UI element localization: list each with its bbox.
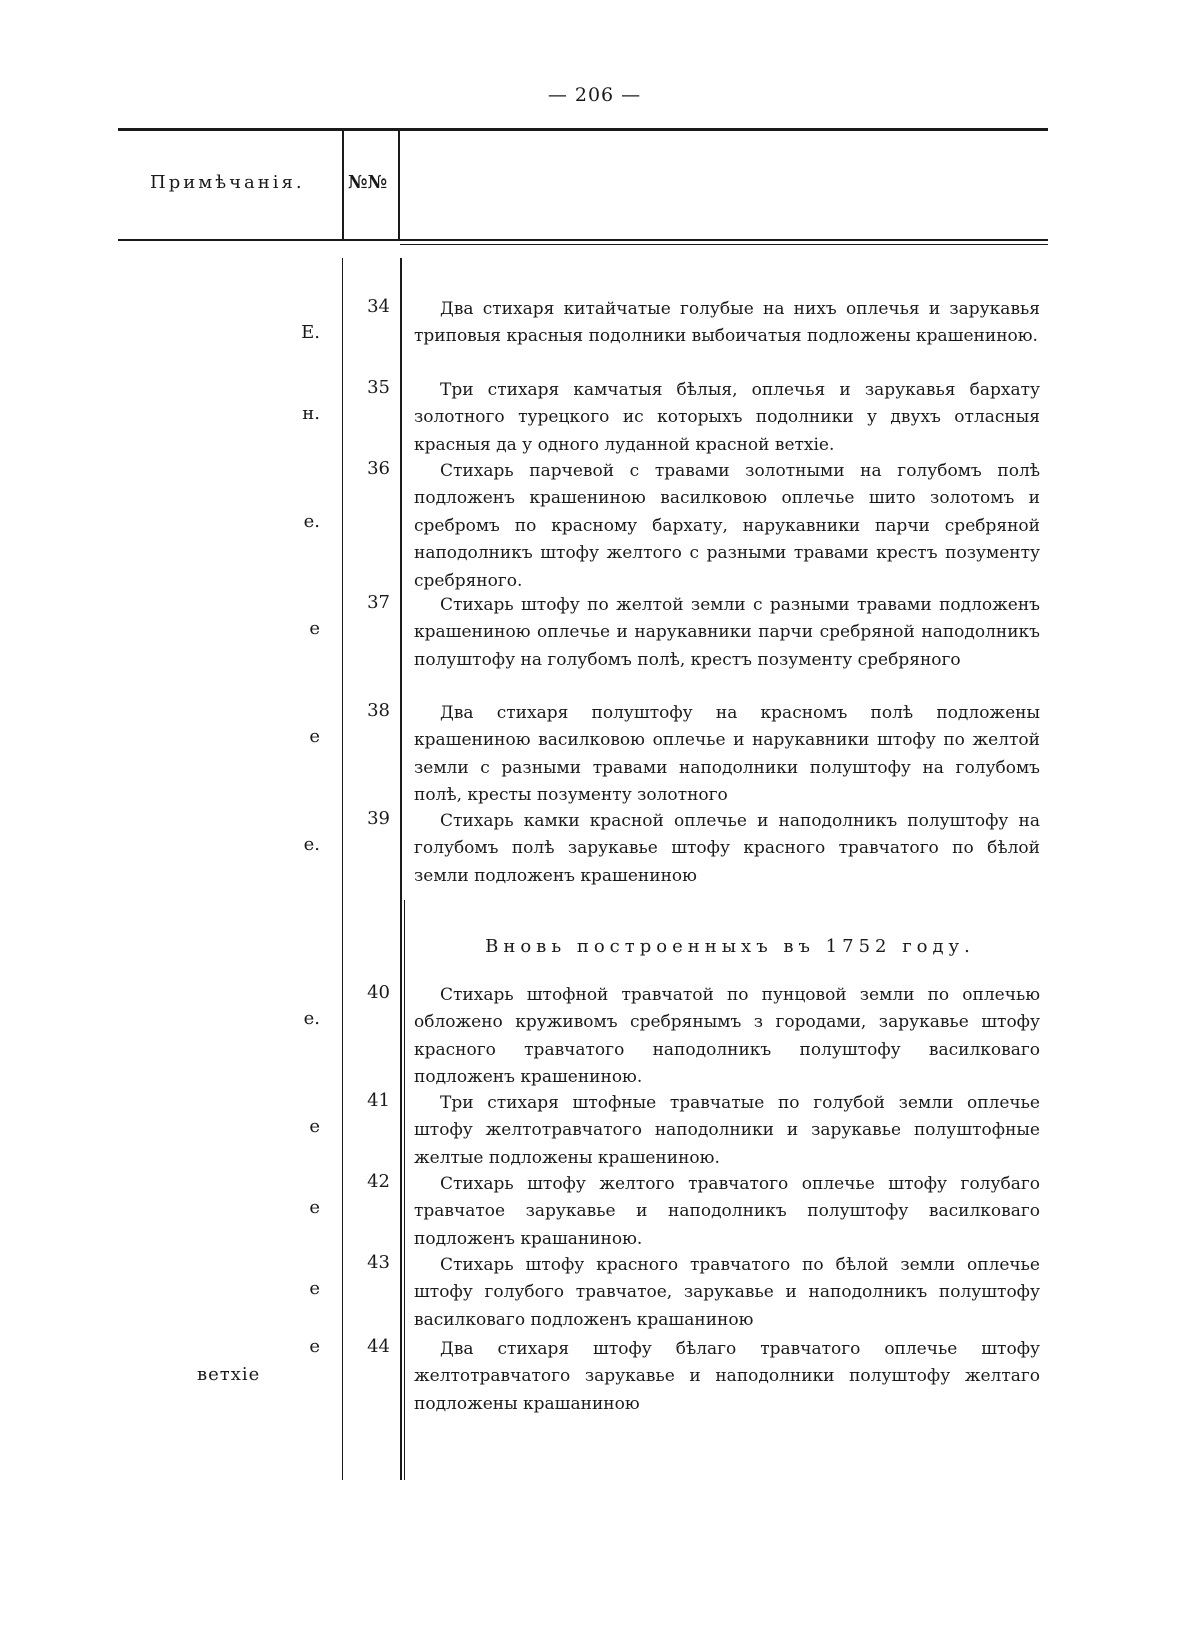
entry-text: Стихарь штофу красного травчатого по бѣлой земли оплечье штофу голубого травчатое, зарукавье и наподолникъ полуштофу василковаго подложенъ крашаниною xyxy=(414,1255,1040,1330)
entry-note: е. xyxy=(303,511,320,532)
entry-text: Стихарь штофной травчатой по пунцовой земли по оплечью обложено круживомъ сребрянымъ з городами, зарукавье штофу красного травчатого наподолникъ полуштофу василковаго подложенъ крашениною. xyxy=(414,985,1040,1088)
entry-text: Два стихаря штофу бѣлаго травчатого оплечье штофу желтотравчатого зарукавье и наподолники полуштофу желтаго подложены крашаниною xyxy=(414,1339,1040,1414)
entry-text: Стихарь парчевой с травами золотными на голубомъ полѣ подложенъ крашениною василковою оплечье шито золотомъ и сребромъ по красному бархату, нарукавники парчи сребряной наподолникъ штофу желтого с разными травами крестъ позументу сребряного. xyxy=(414,461,1040,591)
entry-text: Два стихаря китайчатые голубые на нихъ оплечья и зарукавья триповыя красныя подолники выбоичатыя подложены крашениною. xyxy=(414,299,1040,347)
entry-note: н. xyxy=(302,403,320,424)
entry-text: Три стихаря камчатыя бѣлыя, оплечья и зарукавья бархату золотного турецкого ис которыхъ подолники у двухъ отласныя красныя да у одного луданной красной ветхіе. xyxy=(414,380,1040,455)
entry-number: 39 xyxy=(367,808,390,829)
entry-number: 43 xyxy=(367,1252,390,1273)
entry-number: 44 xyxy=(367,1336,390,1357)
number-column-header: №№ xyxy=(348,172,388,193)
entry-number: 35 xyxy=(367,377,390,398)
entry-note: е xyxy=(309,618,320,639)
entry-note: е xyxy=(309,1116,320,1137)
entry-text: Стихарь камки красной оплечье и наподолникъ полуштофу на голубомъ полѣ зарукавье штофу красного травчатого по бѣлой земли подложенъ крашениною xyxy=(414,811,1040,886)
entry-text: Три стихаря штофные травчатые по голубой земли оплечье штофу желтотравчатого наподолники и зарукавье полуштофные желтые подложены крашениною. xyxy=(414,1093,1040,1168)
entry-note: Е. xyxy=(301,322,320,343)
entry-number: 36 xyxy=(367,458,390,479)
entry-text: Стихарь штофу по желтой земли с разными травами подложенъ крашениною оплечье и нарукавники парчи сребряной наподолникъ полуштофу на голубомъ полѣ, крестъ позументу сребряного xyxy=(414,595,1040,670)
entry-number: 40 xyxy=(367,982,390,1003)
entry-number: 38 xyxy=(367,700,390,721)
section-title: Вновь построенныхъ въ 1752 году. xyxy=(485,936,975,957)
entry-number: 34 xyxy=(367,296,390,317)
entry-note-extra: ветхіе xyxy=(197,1364,261,1385)
entry-number: 41 xyxy=(367,1090,390,1111)
page-number: — 206 — xyxy=(547,84,642,106)
notes-column-header: Примѣчанія. xyxy=(150,172,305,193)
column-divider xyxy=(398,131,400,241)
entry-note: е. xyxy=(303,834,320,855)
column-divider-double xyxy=(404,900,405,1480)
table-top-rule xyxy=(118,128,1048,131)
entry-text: Два стихаря полуштофу на красномъ полѣ подложены крашениною василковою оплечье и нарукавники штофу по желтой земли с разными травами наподолники полуштофу на голубомъ полѣ, кресты позументу золотного xyxy=(414,703,1040,806)
column-divider xyxy=(342,131,344,241)
header-bottom-rule xyxy=(118,239,1048,241)
entry-note: е xyxy=(309,726,320,747)
column-divider xyxy=(400,258,402,1480)
entry-number: 42 xyxy=(367,1171,390,1192)
entry-number: 37 xyxy=(367,592,390,613)
column-divider xyxy=(342,258,343,1480)
entry-text: Стихарь штофу желтого травчатого оплечье штофу голубаго травчатое зарукавье и наподолникъ полуштофу василковаго подложенъ крашаниною. xyxy=(414,1174,1040,1249)
header-bottom-rule-thin xyxy=(400,244,1048,245)
entry-note: е xyxy=(309,1278,320,1299)
entry-note: е. xyxy=(303,1008,320,1029)
entry-note: е xyxy=(309,1197,320,1218)
entry-note: е xyxy=(309,1336,320,1357)
